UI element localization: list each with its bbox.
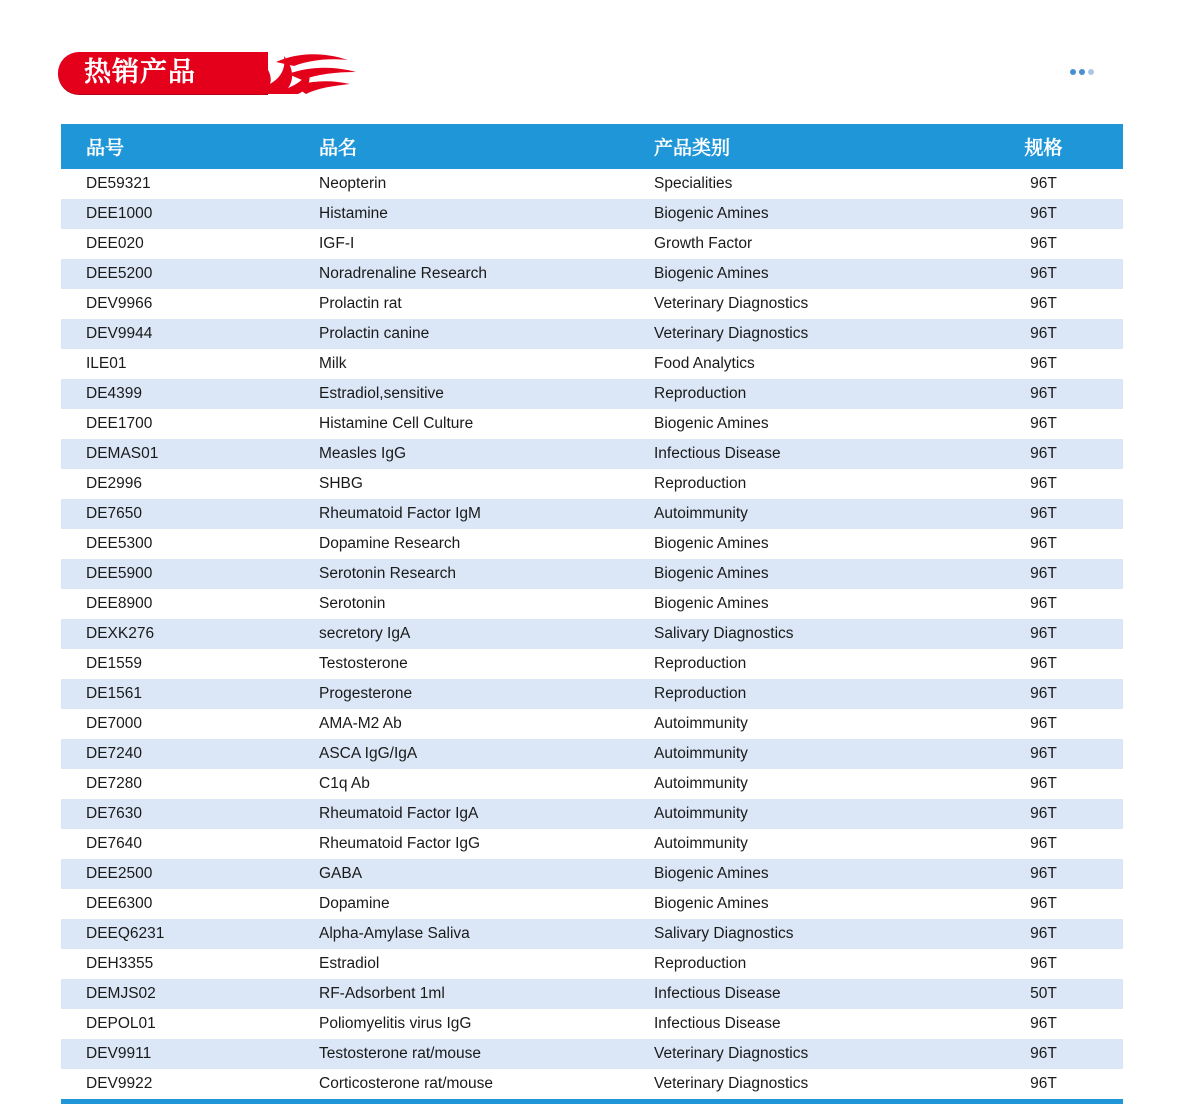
table-body: [61, 169, 1123, 1102]
product-name-cell: Serotonin: [319, 589, 654, 619]
product-spec-cell: 96T: [994, 469, 1123, 499]
product-category-cell: Reproduction: [654, 679, 994, 709]
product-name-cell: Measles IgG: [319, 439, 654, 469]
product-category-cell: Biogenic Amines: [654, 859, 994, 889]
product-spec-cell: 96T: [994, 649, 1123, 679]
product-category-cell: Biogenic Amines: [654, 589, 994, 619]
product-spec-cell: 96T: [994, 289, 1123, 319]
table-row: [61, 289, 1123, 319]
product-name-cell: secretory IgA: [319, 619, 654, 649]
product-spec-cell: 96T: [994, 1069, 1123, 1102]
product-code-cell: DEE2500: [61, 859, 319, 889]
product-name-cell: Progesterone: [319, 679, 654, 709]
table-row: [61, 469, 1123, 499]
section-banner: [58, 52, 308, 96]
product-code-cell: DE7240: [61, 739, 319, 769]
product-spec-cell: 96T: [994, 829, 1123, 859]
product-spec-cell: 96T: [994, 229, 1123, 259]
table-row: [61, 679, 1123, 709]
product-code-cell: DEEQ6231: [61, 919, 319, 949]
product-category-cell: Reproduction: [654, 469, 994, 499]
product-spec-cell: 96T: [994, 379, 1123, 409]
table-row: [61, 589, 1123, 619]
table-row: [61, 889, 1123, 919]
column-header-name: 品名: [319, 124, 654, 169]
product-category-cell: Autoimmunity: [654, 709, 994, 739]
product-name-cell: Prolactin canine: [319, 319, 654, 349]
table-row: [61, 559, 1123, 589]
product-spec-cell: 96T: [994, 889, 1123, 919]
product-category-cell: Autoimmunity: [654, 829, 994, 859]
product-name-cell: GABA: [319, 859, 654, 889]
product-code-cell: DEE5900: [61, 559, 319, 589]
product-spec-cell: 96T: [994, 529, 1123, 559]
product-name-cell: Testosterone: [319, 649, 654, 679]
table-header-row: [61, 124, 1123, 169]
product-spec-cell: 96T: [994, 259, 1123, 289]
table-row: [61, 949, 1123, 979]
product-spec-cell: 96T: [994, 439, 1123, 469]
product-name-cell: AMA-M2 Ab: [319, 709, 654, 739]
product-spec-cell: 96T: [994, 949, 1123, 979]
product-name-cell: IGF-I: [319, 229, 654, 259]
product-code-cell: DEV9966: [61, 289, 319, 319]
product-name-cell: Milk: [319, 349, 654, 379]
product-category-cell: Growth Factor: [654, 229, 994, 259]
table-row: [61, 919, 1123, 949]
product-code-cell: DEMAS01: [61, 439, 319, 469]
product-code-cell: DE7650: [61, 499, 319, 529]
product-code-cell: DE1561: [61, 679, 319, 709]
flame-icon: [236, 48, 358, 100]
product-code-cell: DEE5200: [61, 259, 319, 289]
product-name-cell: Alpha-Amylase Saliva: [319, 919, 654, 949]
product-category-cell: Salivary Diagnostics: [654, 619, 994, 649]
product-spec-cell: 96T: [994, 319, 1123, 349]
column-header-code: 品号: [61, 124, 319, 169]
product-code-cell: ILE01: [61, 349, 319, 379]
product-name-cell: Neopterin: [319, 169, 654, 199]
pager-dot[interactable]: [1079, 69, 1085, 75]
product-code-cell: DEV9922: [61, 1069, 319, 1102]
table-row: [61, 619, 1123, 649]
product-category-cell: Autoimmunity: [654, 739, 994, 769]
product-spec-cell: 96T: [994, 859, 1123, 889]
product-spec-cell: 96T: [994, 559, 1123, 589]
product-name-cell: Histamine: [319, 199, 654, 229]
product-code-cell: DE7640: [61, 829, 319, 859]
table-row: [61, 799, 1123, 829]
product-name-cell: Rheumatoid Factor IgM: [319, 499, 654, 529]
table-row: [61, 169, 1123, 199]
product-code-cell: DE7280: [61, 769, 319, 799]
product-name-cell: Testosterone rat/mouse: [319, 1039, 654, 1069]
product-name-cell: Estradiol: [319, 949, 654, 979]
product-name-cell: Dopamine Research: [319, 529, 654, 559]
product-code-cell: DE7630: [61, 799, 319, 829]
product-code-cell: DEE5300: [61, 529, 319, 559]
product-spec-cell: 96T: [994, 169, 1123, 199]
product-name-cell: Rheumatoid Factor IgG: [319, 829, 654, 859]
product-category-cell: Specialities: [654, 169, 994, 199]
product-category-cell: Veterinary Diagnostics: [654, 319, 994, 349]
table-row: [61, 409, 1123, 439]
product-name-cell: Histamine Cell Culture: [319, 409, 654, 439]
product-table: [61, 124, 1123, 1104]
product-category-cell: Biogenic Amines: [654, 259, 994, 289]
column-header-category: 产品类别: [654, 124, 994, 169]
product-code-cell: DEPOL01: [61, 1009, 319, 1039]
product-spec-cell: 50T: [994, 979, 1123, 1009]
product-category-cell: Biogenic Amines: [654, 889, 994, 919]
product-spec-cell: 96T: [994, 199, 1123, 229]
product-spec-cell: 96T: [994, 409, 1123, 439]
product-name-cell: ASCA IgG/IgA: [319, 739, 654, 769]
product-category-cell: Veterinary Diagnostics: [654, 289, 994, 319]
table-row: [61, 319, 1123, 349]
table-row: [61, 229, 1123, 259]
product-spec-cell: 96T: [994, 589, 1123, 619]
table-row: [61, 379, 1123, 409]
pager-dot[interactable]: [1088, 69, 1094, 75]
table-row: [61, 1039, 1123, 1069]
product-spec-cell: 96T: [994, 799, 1123, 829]
product-code-cell: DEE8900: [61, 589, 319, 619]
product-category-cell: Reproduction: [654, 949, 994, 979]
product-code-cell: DEV9911: [61, 1039, 319, 1069]
table-row: [61, 829, 1123, 859]
product-spec-cell: 96T: [994, 679, 1123, 709]
product-name-cell: C1q Ab: [319, 769, 654, 799]
product-category-cell: Reproduction: [654, 649, 994, 679]
product-code-cell: DEV9944: [61, 319, 319, 349]
product-name-cell: Rheumatoid Factor IgA: [319, 799, 654, 829]
table-row: [61, 439, 1123, 469]
product-code-cell: DEXK276: [61, 619, 319, 649]
product-category-cell: Infectious Disease: [654, 439, 994, 469]
product-code-cell: DE59321: [61, 169, 319, 199]
product-category-cell: Food Analytics: [654, 349, 994, 379]
table-row: [61, 1009, 1123, 1039]
product-category-cell: Autoimmunity: [654, 799, 994, 829]
table-row: [61, 499, 1123, 529]
product-code-cell: DE7000: [61, 709, 319, 739]
product-spec-cell: 96T: [994, 349, 1123, 379]
product-code-cell: DEE1000: [61, 199, 319, 229]
table-row: [61, 349, 1123, 379]
product-code-cell: DEH3355: [61, 949, 319, 979]
product-name-cell: RF-Adsorbent 1ml: [319, 979, 654, 1009]
column-header-spec: 规格: [994, 124, 1123, 169]
product-spec-cell: 96T: [994, 769, 1123, 799]
product-spec-cell: 96T: [994, 1039, 1123, 1069]
product-name-cell: Prolactin rat: [319, 289, 654, 319]
product-code-cell: DEE6300: [61, 889, 319, 919]
product-spec-cell: 96T: [994, 1009, 1123, 1039]
product-name-cell: SHBG: [319, 469, 654, 499]
product-spec-cell: 96T: [994, 709, 1123, 739]
product-name-cell: Serotonin Research: [319, 559, 654, 589]
product-code-cell: DE1559: [61, 649, 319, 679]
product-code-cell: DE4399: [61, 379, 319, 409]
product-code-cell: DEE020: [61, 229, 319, 259]
table-row: [61, 769, 1123, 799]
product-spec-cell: 96T: [994, 499, 1123, 529]
product-name-cell: Noradrenaline Research: [319, 259, 654, 289]
table-row: [61, 199, 1123, 229]
product-spec-cell: 96T: [994, 619, 1123, 649]
product-code-cell: DEE1700: [61, 409, 319, 439]
product-category-cell: Biogenic Amines: [654, 409, 994, 439]
product-category-cell: Biogenic Amines: [654, 529, 994, 559]
product-code-cell: DE2996: [61, 469, 319, 499]
section-title: 热销产品: [84, 57, 196, 88]
product-category-cell: Veterinary Diagnostics: [654, 1039, 994, 1069]
product-category-cell: Salivary Diagnostics: [654, 919, 994, 949]
product-name-cell: Dopamine: [319, 889, 654, 919]
product-category-cell: Infectious Disease: [654, 979, 994, 1009]
product-category-cell: Veterinary Diagnostics: [654, 1069, 994, 1102]
table-row: [61, 859, 1123, 889]
table-row: [61, 1069, 1123, 1102]
product-spec-cell: 96T: [994, 739, 1123, 769]
product-name-cell: Corticosterone rat/mouse: [319, 1069, 654, 1102]
pager-dot[interactable]: [1070, 69, 1076, 75]
table-row: [61, 529, 1123, 559]
table-row: [61, 739, 1123, 769]
product-category-cell: Infectious Disease: [654, 1009, 994, 1039]
product-name-cell: Poliomyelitis virus IgG: [319, 1009, 654, 1039]
product-category-cell: Autoimmunity: [654, 769, 994, 799]
product-spec-cell: 96T: [994, 919, 1123, 949]
product-code-cell: DEMJS02: [61, 979, 319, 1009]
product-name-cell: Estradiol,sensitive: [319, 379, 654, 409]
table-row: [61, 649, 1123, 679]
pager-dots: [1070, 69, 1094, 77]
table-row: [61, 259, 1123, 289]
product-category-cell: Biogenic Amines: [654, 199, 994, 229]
product-category-cell: Reproduction: [654, 379, 994, 409]
product-category-cell: Autoimmunity: [654, 499, 994, 529]
table-row: [61, 979, 1123, 1009]
table-row: [61, 709, 1123, 739]
product-category-cell: Biogenic Amines: [654, 559, 994, 589]
